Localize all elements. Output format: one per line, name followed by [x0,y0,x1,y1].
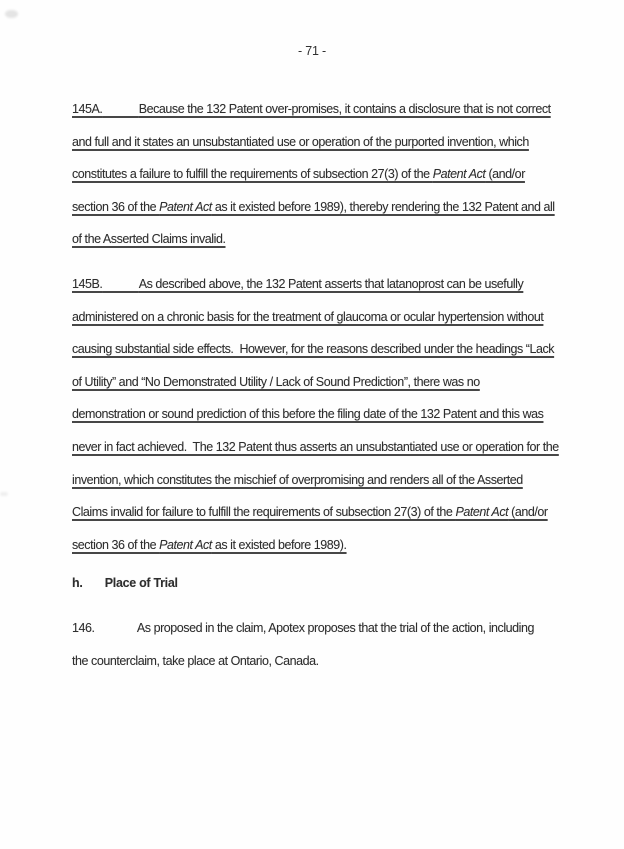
text-segment: demonstration or sound prediction of this before the filing date of the 132 Patent and this was [72,407,544,422]
paragraph-146 [72,612,552,677]
text-segment: section 36 of the [72,199,160,214]
document-body [72,93,559,689]
text-segment: administered on a chronic basis for the treatment of glaucoma or ocular hypertension without [72,309,544,324]
tab-gap [83,576,105,590]
paragraph-145a [72,93,555,256]
text-line [72,191,555,224]
heading-letter: h. [72,576,83,591]
scan-smudge [0,492,8,496]
text-segment: of Utility” and “No Demonstrated Utility / Lack of Sound Prediction”, there was no [72,374,480,389]
text-line [72,612,552,645]
italic-text-segment: Patent Act [159,199,212,214]
tab-gap [102,102,138,116]
text-line [72,333,555,366]
text-line [72,431,559,464]
text-line [72,268,552,301]
text-line [72,223,552,256]
text-segment: the counterclaim, take place at Ontario, Canada. [72,653,319,668]
italic-text-segment: Patent Act [455,505,509,520]
text-segment: Place of Trial [104,576,178,591]
italic-text-segment: Patent Act [432,167,486,182]
text-line [72,126,552,159]
text-line [72,496,552,529]
paragraph-number: 145A. [72,102,103,116]
text-segment: As described above, the 132 Patent asserts that latanoprost can be usefully [138,276,524,291]
italic-text-segment: Patent Act [159,537,212,552]
scan-smudge [5,10,18,18]
text-segment: (and/or [508,505,548,520]
text-segment: never in fact achieved. The 132 Patent thus asserts an unsubstantiated use or operation for the [72,439,559,454]
text-line [72,645,552,678]
text-line [72,93,552,126]
text-segment: invention, which constitutes the mischief of overpromising and renders all of the Asserted [72,472,523,487]
heading-h [72,567,552,600]
text-segment: and full and it states an unsubstantiated use or operation of the purported invention, which [72,134,529,149]
text-line [72,398,552,431]
text-line [72,158,552,191]
paragraph-number: 145B. [72,276,103,291]
text-line [72,464,552,497]
paragraph-145b [72,268,559,561]
text-segment: Claims invalid for failure to fulfill the requirements of subsection 27(3) of the [72,505,456,520]
page-number: - 71 - [298,44,326,58]
text-segment: constitutes a failure to fulfill the requirements of subsection 27(3) of the [72,167,433,182]
text-segment: Because the 132 Patent over-promises, it contains a disclosure that is not correct [138,102,551,116]
tab-gap [102,277,138,291]
text-segment: as it existed before 1989), thereby rendering the 132 Patent and all [211,199,555,214]
paragraph-number: 146. [72,620,95,635]
text-line [72,529,552,562]
text-segment: (and/or [485,167,525,182]
text-segment: As proposed in the claim, Apotex proposes that the trial of the action, including [136,620,535,635]
text-segment: of the Asserted Claims invalid. [72,232,226,247]
text-line [72,301,552,334]
tab-gap [95,621,137,635]
text-segment: as it existed before 1989). [211,537,347,552]
text-segment: causing substantial side effects. However, for the reasons described under the headings “Lack [72,342,555,357]
text-line [72,567,552,600]
text-line [72,366,552,399]
text-segment: section 36 of the [72,537,160,552]
